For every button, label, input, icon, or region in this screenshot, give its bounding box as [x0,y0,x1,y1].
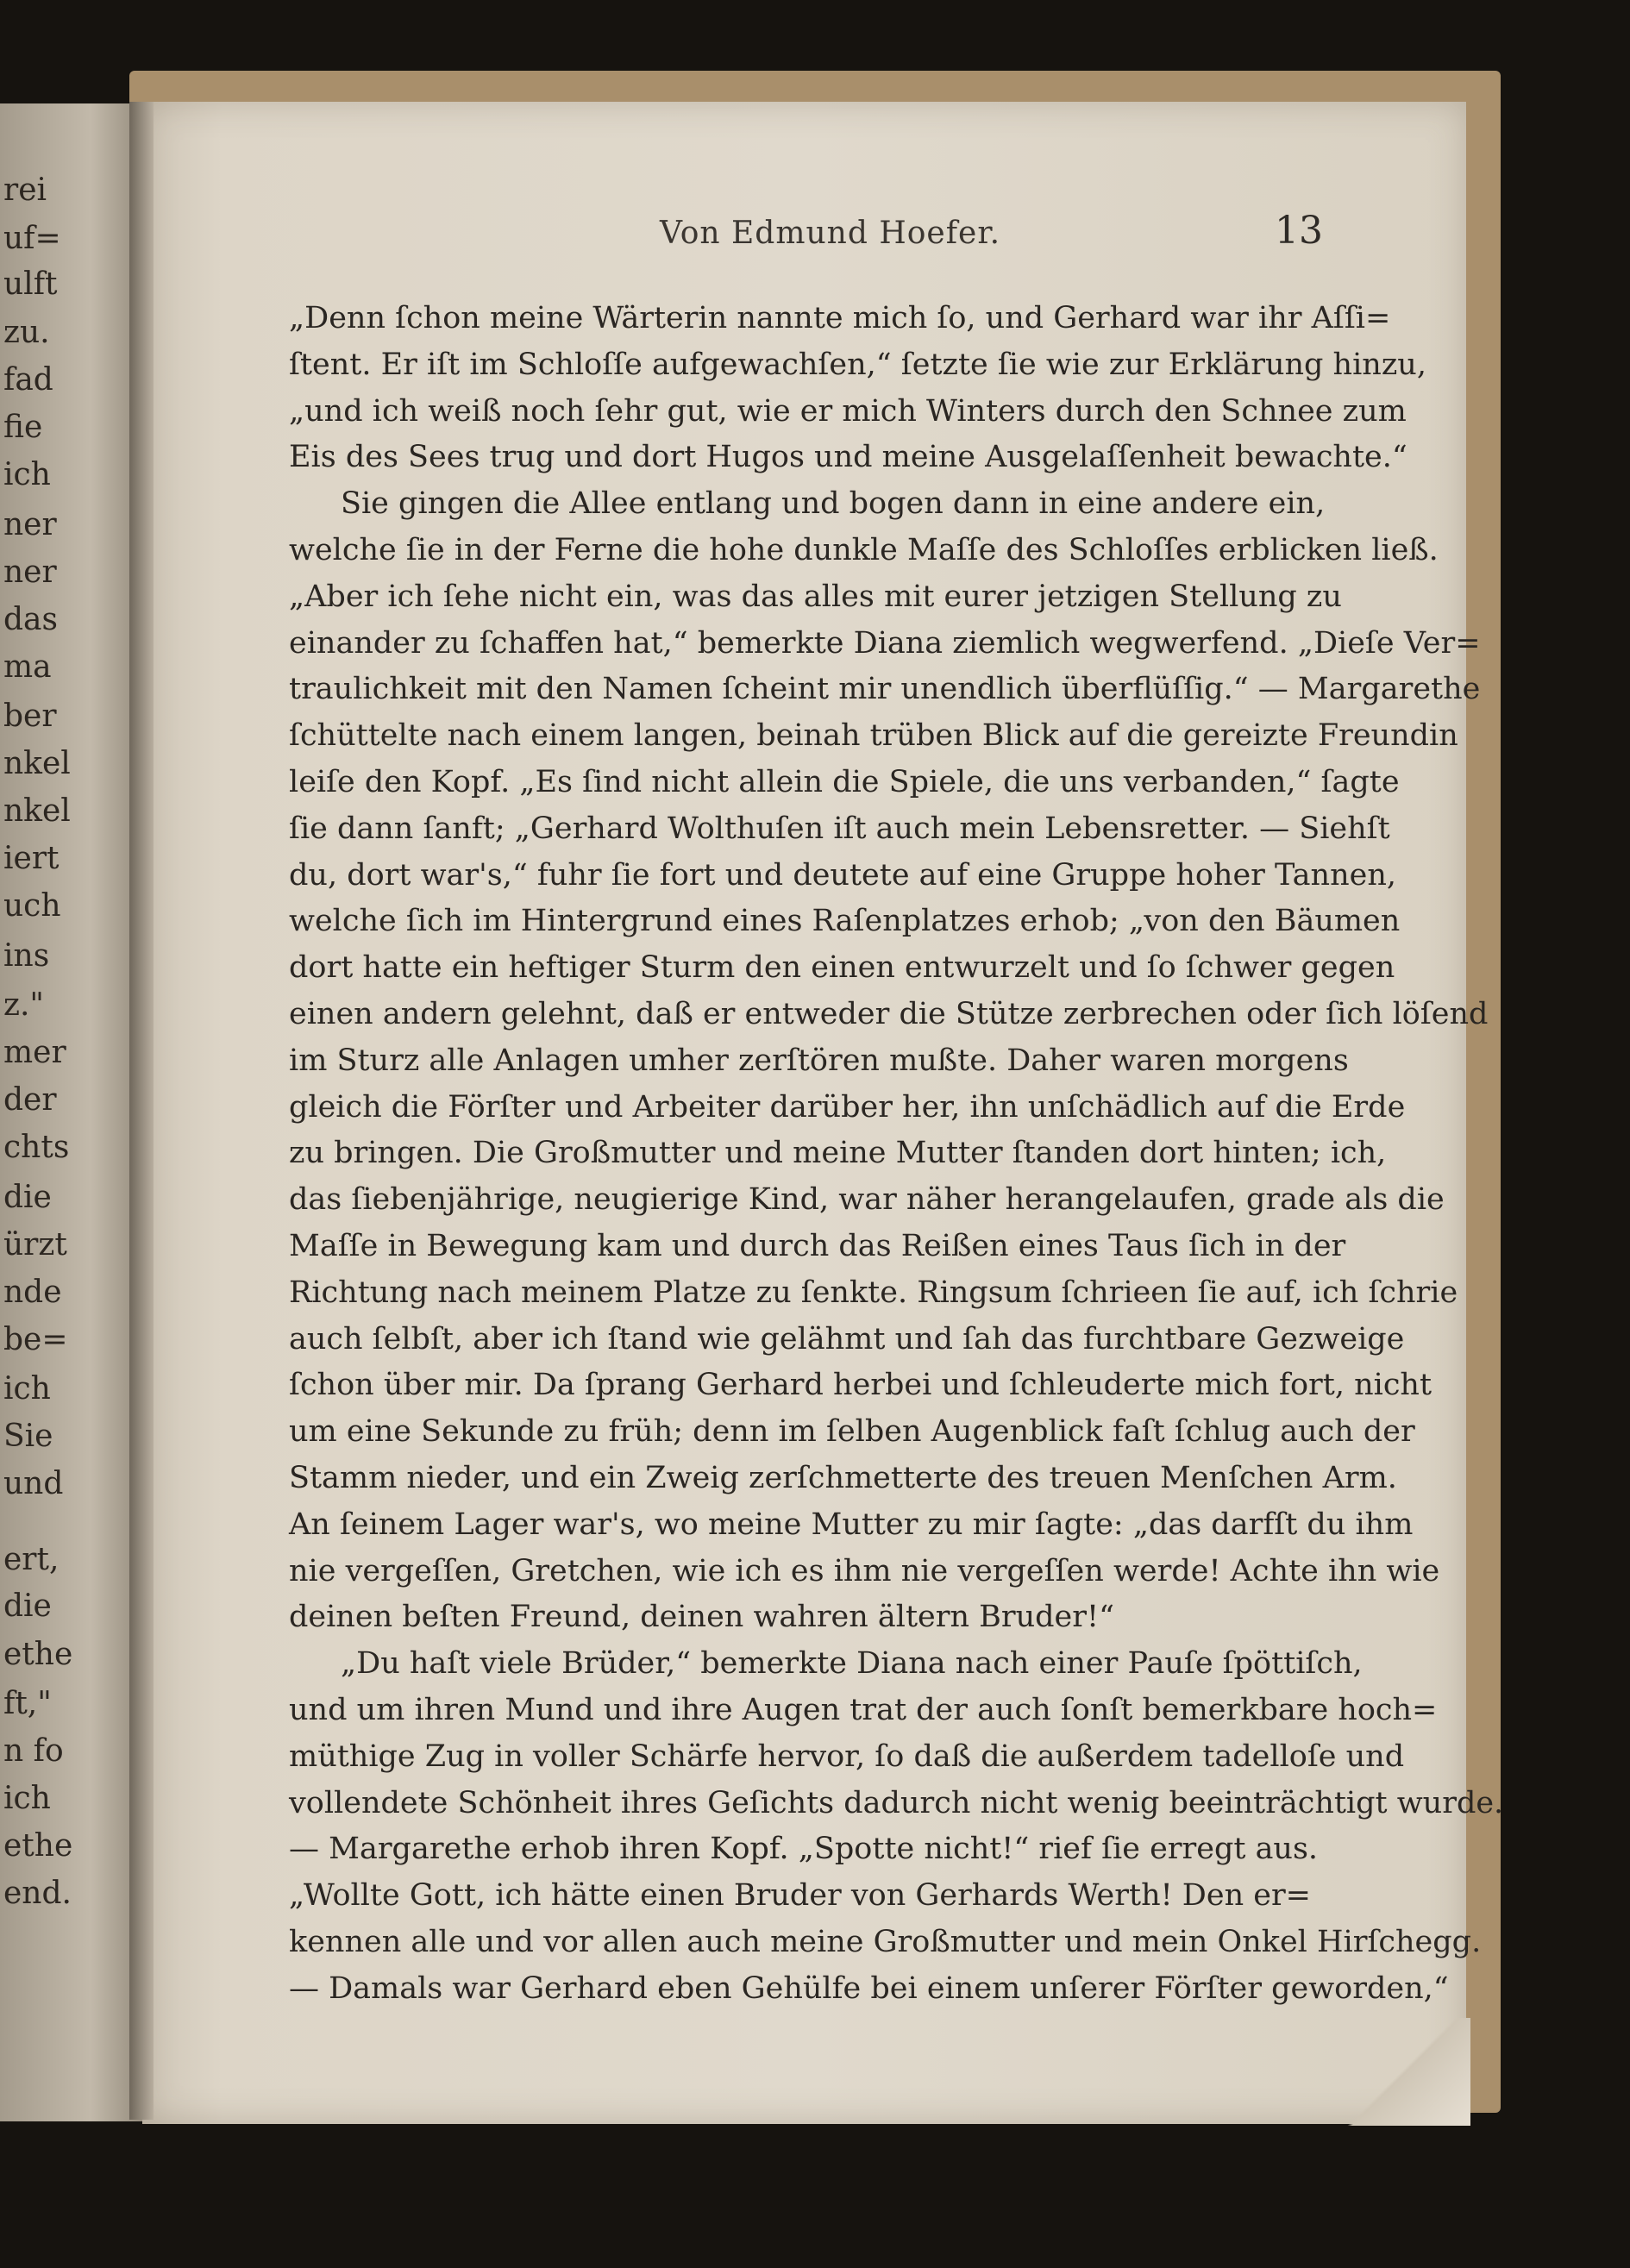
text-line: im Sturz alle Anlagen umher zerſtören mußte. Daher waren morgens [289,1043,1349,1078]
left-page-text-fragment: z." [3,987,44,1023]
left-page-text-fragment: ürzt [3,1227,67,1262]
text-line: ſchon über mir. Da ſprang Gerhard herbei und ſchleuderte mich fort, nicht [289,1368,1433,1403]
text-line: — Damals war Gerhard eben Gehülfe bei einem unſerer Förſter geworden,“ [289,1970,1449,2006]
text-line: Eis des Sees trug und dort Hugos und meine Ausgelaſſenheit bewachte.“ [289,440,1407,475]
page-number: 13 [1275,209,1323,253]
text-line: Maſſe in Bewegung kam und durch das Reißen eines Taus ſich in der [289,1228,1346,1263]
left-page-text-fragment: ber [3,699,57,734]
text-line: Sie gingen die Allee entlang und bogen dann in eine andere ein, [341,486,1326,522]
left-page-text-fragment: die [3,1588,52,1624]
left-page-text-fragment: iert [3,841,60,876]
left-page-text-fragment: der [3,1082,57,1118]
book-gutter [129,102,154,2120]
text-line: nie vergeſſen, Gretchen, wie ich es ihm nie vergeſſen werde! Achte ihn wie [289,1553,1440,1588]
running-header: Von Edmund Hoefer. [660,216,1001,251]
left-page-text-fragment: ner [3,554,57,590]
left-page-text-fragment: mer [3,1035,66,1070]
body-text [289,296,1504,2012]
left-page-text-fragment: zu. [3,315,50,350]
text-line: dort hatte ein heftiger Sturm den einen entwurzelt und ſo ſchwer gegen [289,950,1395,986]
left-page-text-fragment: und [3,1466,64,1501]
text-line: zu bringen. Die Großmutter und meine Mutter ſtanden dort hinten; ich, [289,1136,1387,1171]
page-corner-fold [1341,2018,1470,2126]
text-line: „Wollte Gott, ich hätte einen Bruder von Gerhards Werth! Den er= [289,1878,1312,1914]
text-line: vollendete Schönheit ihres Geſichts dadurch nicht wenig beeinträchtigt wurde. [289,1785,1504,1820]
left-page-text-fragment: ins [3,938,50,974]
text-line: du, dort war's,“ fuhr ſie fort und deutete auf eine Gruppe hoher Tannen, [289,857,1396,893]
text-line: gleich die Förſter und Arbeiter darüber her, ihn unſchädlich auf die Erde [289,1089,1406,1125]
left-page-text-fragment: nde [3,1275,62,1310]
left-page-text-fragment: chts [3,1130,70,1165]
text-line: „Aber ich ſehe nicht ein, was das alles mit eurer jetzigen Stellung zu [289,579,1342,614]
text-line: leiſe den Kopf. „Es ſind nicht allein die Spiele, die uns verbanden,“ ſagte [289,764,1400,799]
text-line: kennen alle und vor allen auch meine Großmutter und mein Onkel Hirſchegg. [289,1924,1482,1959]
text-line: traulichkeit mit den Namen ſcheint mir unendlich überflüſſig.“ — Margarethe [289,672,1481,707]
text-line: ſchüttelte nach einem langen, beinah trüben Blick auf die gereizte Freundin [289,718,1458,754]
left-page-text-fragment: ethe [3,1637,73,1672]
text-line: „Denn ſchon meine Wärterin nannte mich ſo, und Gerhard war ihr Aſſi= [289,301,1391,335]
left-page-text-fragment: be= [3,1322,68,1357]
text-line: ſtent. Er iſt im Schloſſe aufgewachſen,“ ſetzte ſie wie zur Erklärung hinzu, [289,347,1426,382]
text-line: das ſiebenjährige, neugierige Kind, war näher herangelaufen, grade als die [289,1182,1445,1218]
left-page-text-fragment: uch [3,888,61,924]
left-page-edge [0,103,151,2121]
left-page-text-fragment: ich [3,1781,51,1816]
left-page-text-fragment: ft," [3,1686,52,1721]
left-page-text-fragment: ethe [3,1828,73,1864]
left-page-text-fragment: das [3,602,58,637]
text-line: An ſeinem Lager war's, wo meine Mutter zu mir ſagte: „das darfſt du ihm [289,1507,1414,1542]
left-page-text-fragment: uf= [3,221,61,256]
text-line: müthige Zug in voller Schärfe hervor, ſo daß die außerdem tadelloſe und [289,1739,1405,1774]
left-page-text-fragment: n fo [3,1733,64,1769]
text-line: um eine Sekunde zu früh; denn im ſelben Augenblick faſt ſchlug auch der [289,1414,1415,1450]
left-page-text-fragment: ert, [3,1542,60,1577]
left-page-text-fragment: nkel [3,746,71,781]
left-page-text-fragment: fad [3,362,53,398]
text-line: Stamm nieder, und ein Zweig zerſchmetterte des treuen Menſchen Arm. [289,1460,1397,1495]
left-page-text-fragment: ner [3,507,57,542]
text-line: deinen beſten Freund, deinen wahren ältern Bruder!“ [289,1600,1114,1635]
left-page-text-fragment: ich [3,457,51,492]
text-line: welche ſie in der Ferne die hohe dunkle Maſſe des Schloſſes erblicken ließ. [289,532,1439,567]
text-line: Richtung nach meinem Platze zu ſenkte. Ringsum ſchrieen ſie auf, ich ſchrie [289,1275,1458,1310]
left-page-text-fragment: Sie [3,1419,53,1454]
left-page-text-fragment: nkel [3,793,71,829]
left-page-text-fragment: ulft [3,266,58,302]
left-page-text-fragment: ma [3,649,52,685]
left-page-text-fragment: fie [3,410,43,445]
left-page-text-fragment: end. [3,1876,72,1911]
text-line: auch ſelbſt, aber ich ſtand wie gelähmt und ſah das furchtbare Gezweige [289,1321,1405,1356]
text-line: „Du haſt viele Brüder,“ bemerkte Diana nach einer Pauſe ſpöttiſch, [341,1646,1363,1682]
text-line: und um ihren Mund und ihre Augen trat der auch ſonſt bemerkbare hoch= [289,1692,1438,1727]
left-page-text-fragment: die [3,1180,52,1215]
text-line: ſie dann ſanft; „Gerhard Wolthuſen iſt auch mein Lebensretter. — Siehſt [289,811,1390,846]
left-page-text-fragment: ich [3,1371,51,1407]
text-line: einander zu ſchaffen hat,“ bemerkte Diana ziemlich wegwerfend. „Dieſe Ver= [289,625,1481,661]
text-line: — Margarethe erhob ihren Kopf. „Spotte nicht!“ rief ſie erregt aus. [289,1832,1319,1867]
text-line: einen andern gelehnt, daß er entweder die Stütze zerbrechen oder ſich löſend [289,996,1489,1031]
text-line: welche ſich im Hintergrund eines Raſenplatzes erhob; „von den Bäumen [289,904,1401,939]
text-line: „und ich weiß noch ſehr gut, wie er mich Winters durch den Schnee zum [289,393,1407,429]
left-page-text-fragment: rei [3,172,47,208]
